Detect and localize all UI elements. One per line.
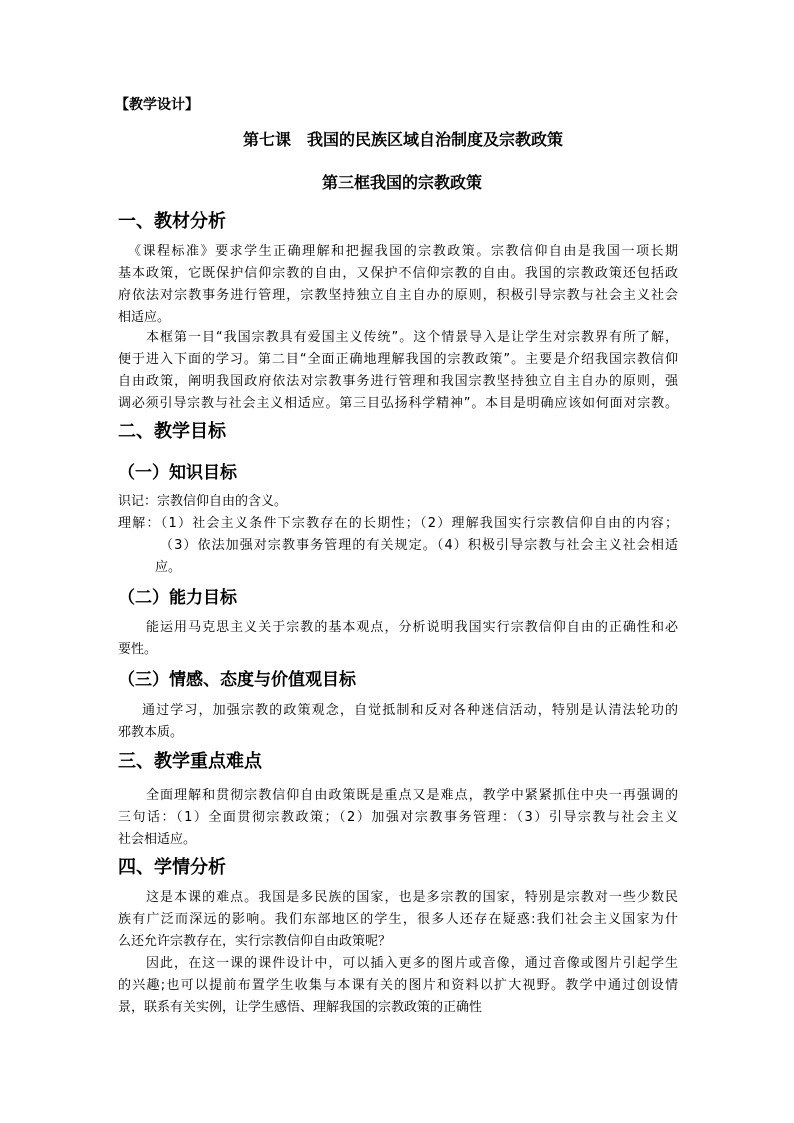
emotion-goals-text [118,700,678,744]
text-line: （3）依法加强对宗教事务管理的有关规定。（4）积极引导宗教与社会主义社会相适 [160,538,678,553]
text-line: 便于进入下面的学习。第二目“全面正确地理解我国的宗教政策”。主要是介绍我国宗教信仰 [118,352,678,367]
text-line: 应。 [155,560,182,575]
text-line: 族有广泛而深远的影响。我们东部地区的学生，很多人还存在疑惑:我们社会主义国家为什 [118,912,678,927]
student-analysis-paragraph-1 [118,887,678,953]
text-line: 通过学习，加强宗教的政策观念，自觉抵制和反对各种迷信活动，特别是认清法轮功的 [142,703,678,718]
text-line: 景，联系有关实例，让学生感悟、理解我国的宗教政策的正确性 [118,1000,483,1015]
text-line: 相适应。 [118,310,171,325]
student-analysis-paragraph-2 [118,953,678,1019]
text-line: 么还允许宗教存在，实行宗教信仰自由政策呢？ [118,934,392,949]
text-line: 调必须引导宗教与社会主义相适应。第三目弘扬科学精神”。本目是明确应该如何面对宗教。 [118,396,678,411]
text-line: 全面理解和贯彻宗教信仰自由政策既是重点又是难点，教学中紧紧抓住中央一再强调的 [146,788,678,803]
text-line: 本框第一目“我国宗教具有爱国主义传统”。这个情景导入是让学生对宗教界有所了解， [146,330,678,345]
text-line: 这是本课的难点。我国是多民族的国家，也是多宗教的国家，特别是宗教对一些少数民 [146,890,678,905]
text-line: 邪教本质。 [118,725,184,740]
text-line: 识记：宗教信仰自由的含义。 [118,494,288,509]
subheading-ability-goals: （二）能力目标 [118,588,237,608]
key-points-text [118,785,678,851]
textbook-analysis-paragraph-1 [118,241,678,329]
lesson-title: 第七课 我国的民族区域自治制度及宗教政策 [242,130,563,149]
text-line: 府依法对宗教事务进行管理，宗教坚持独立自主自办的原则，积极引导宗教与社会主义社会 [118,288,678,303]
subheading-knowledge-goals: （一）知识目标 [118,463,237,483]
text-line: 自由政策，阐明我国政府依法对宗教事务进行管理和我国宗教坚持独立自主自办的原则，强 [118,374,678,389]
text-line: 三句话：（1）全面贯彻宗教政策；（2）加强对宗教事务管理：（3）引导宗教与社会主义 [118,810,678,825]
text-line: 社会相适应。 [118,832,197,847]
text-line: 《课程标准》要求学生正确理解和把握我国的宗教政策。宗教信仰自由是我国一项长期 [128,244,678,259]
section-heading-textbook-analysis: 一、教材分析 [118,211,226,232]
document-tag: 【教学设计】 [115,97,199,113]
section-title: 第三框我国的宗教政策 [321,173,482,192]
subheading-emotion-goals: （三）情感、态度与价值观目标 [118,670,356,690]
text-line: 能运用马克思主义关于宗教的基本观点，分析说明我国实行宗教信仰自由的正确性和必 [146,620,678,635]
text-line: 理解：（1）社会主义条件下宗教存在的长期性；（2）理解我国实行宗教信仰自由的内容； [118,516,678,531]
section-heading-teaching-goals: 二、教学目标 [118,421,226,442]
knowledge-goals-text [118,491,678,579]
ability-goals-text [118,617,678,661]
section-heading-key-points: 三、教学重点难点 [118,751,262,772]
textbook-analysis-paragraph-2 [118,327,678,415]
text-line: 基本政策，它既保护信仰宗教的自由，又保护不信仰宗教的自由。我国的宗教政策还包括政 [118,266,678,281]
section-heading-student-analysis: 四、学情分析 [118,857,226,878]
text-line: 的兴趣;也可以提前布置学生收集与本课有关的图片和资料以扩大视野。教学中通过创设情 [118,978,678,993]
text-line: 因此，在这一课的课件设计中，可以插入更多的图片或音像，通过音像或图片引起学生 [146,956,678,971]
text-line: 要性。 [118,642,158,657]
